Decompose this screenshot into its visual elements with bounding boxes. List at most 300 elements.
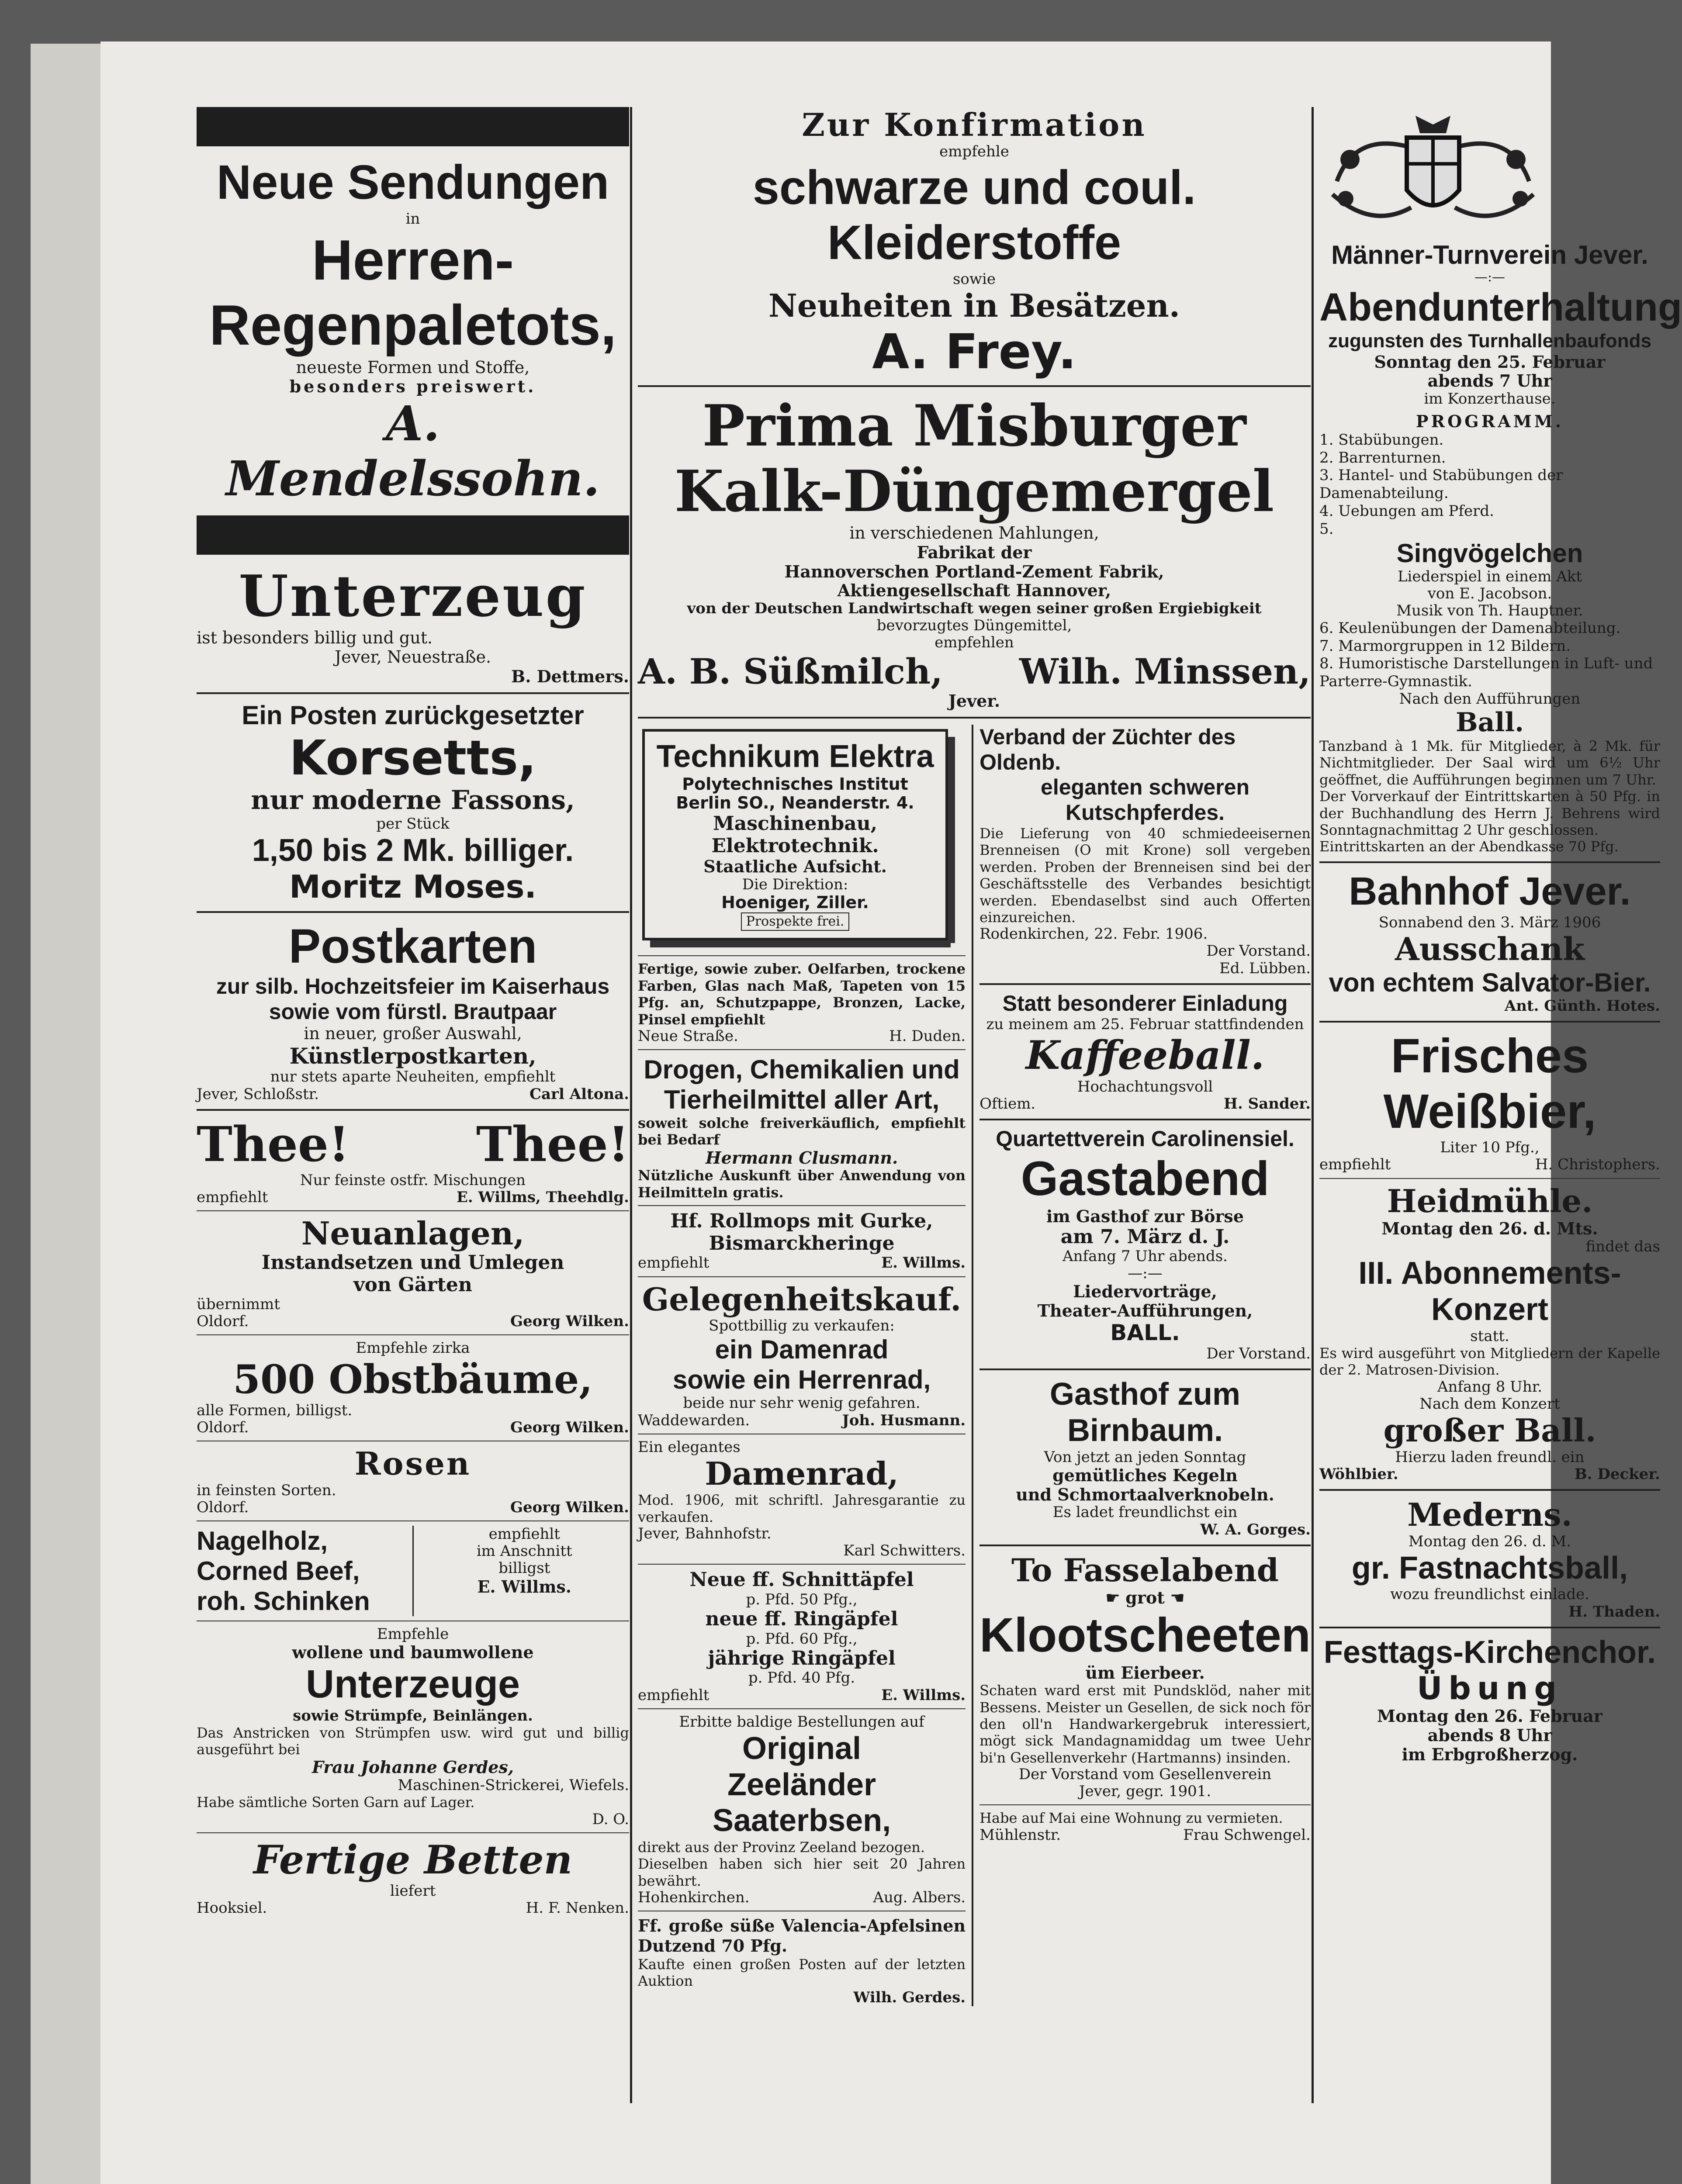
ad-text: Nur feinste ostfr. Mischungen bbox=[300, 1171, 526, 1189]
column-3 bbox=[1319, 107, 1682, 1764]
ad-headline: Neuheiten in Besätzen. bbox=[768, 287, 1180, 324]
ad-text: statt. bbox=[1470, 1327, 1509, 1345]
ad-neuanlagen bbox=[197, 1216, 629, 1330]
ad-konfirmation bbox=[638, 107, 1311, 379]
divider bbox=[979, 983, 1311, 985]
divider bbox=[638, 1276, 966, 1277]
ad-korsetts bbox=[197, 700, 629, 905]
ad-klootscheeten bbox=[979, 1552, 1311, 1800]
ad-text: Berlin SO., Neanderstr. 4. bbox=[676, 793, 914, 813]
ad-headline: schwarze und coul. Kleiderstoffe bbox=[752, 160, 1196, 270]
ad-firm: Wilh. Gerdes. bbox=[853, 1989, 966, 2007]
column-2-right bbox=[973, 725, 1311, 2006]
ad-headline: Technikum Elektra bbox=[656, 739, 934, 774]
program-heading: PROGRAMM. bbox=[1416, 411, 1564, 432]
ad-paragraph: Kaufte einen großen Posten auf der letzten Auktion bbox=[638, 1956, 966, 1989]
ad-paragraph: Der Vorverkauf der Eintrittskarten à 50 Pfg. in der Buchhandlung des Herrn J. Behrens wird Sonntagnachmittag 2 Uhr geschlossen. bbox=[1319, 788, 1660, 839]
ad-text: Anfang 8 Uhr. bbox=[1437, 1378, 1543, 1396]
ad-drogen bbox=[638, 1054, 966, 1201]
ad-headline: Original bbox=[742, 1731, 862, 1766]
ad-place: Oldorf. bbox=[197, 1499, 249, 1517]
ad-text: per Stück bbox=[376, 815, 450, 833]
ad-unterzeuge bbox=[197, 1626, 629, 1828]
ad-text: Spottbillig zu verkaufen: bbox=[709, 1317, 895, 1335]
ad-text: Polytechnisches Institut bbox=[682, 774, 908, 794]
ad-text: Sonntag den 25. Februar bbox=[1374, 352, 1606, 372]
ad-text: üm Eierbeer. bbox=[1085, 1662, 1205, 1683]
ad-firm: W. A. Gorges. bbox=[1200, 1521, 1311, 1538]
ad-headline: Ball. bbox=[1455, 707, 1524, 738]
hand-pointer-icons bbox=[979, 1588, 1311, 1608]
ad-text: Maschinen-Strickerei, Wiefels. bbox=[398, 1776, 629, 1794]
ad-regenpaletots bbox=[197, 155, 629, 507]
ad-firm: Karl Schwitters. bbox=[843, 1542, 966, 1560]
ad-quartettverein bbox=[979, 1127, 1311, 1362]
ad-text: von Gärten bbox=[353, 1273, 472, 1296]
ad-text: im Anschnitt bbox=[476, 1542, 572, 1560]
ad-place: Jever. bbox=[948, 691, 1000, 711]
ad-text: liefert bbox=[390, 1882, 436, 1900]
ad-headline: Quartettverein Carolinensiel. bbox=[996, 1126, 1294, 1151]
program-item: 7. Marmorgruppen in 12 Bildern. bbox=[1319, 637, 1571, 655]
ad-wohnung bbox=[979, 1810, 1311, 1843]
divider bbox=[638, 1205, 966, 1206]
ad-verband bbox=[979, 725, 1311, 977]
divider bbox=[1319, 861, 1660, 863]
ad-place: Oftiem. bbox=[979, 1095, 1036, 1113]
ad-text: Corned Beef, bbox=[197, 1556, 360, 1586]
ad-firm: Georg Wilken. bbox=[510, 1313, 629, 1330]
ad-headline: großer Ball. bbox=[1383, 1411, 1596, 1449]
ad-headline: Heidmühle. bbox=[1387, 1182, 1593, 1220]
ad-text: Hierzu laden freundl. ein bbox=[1395, 1448, 1585, 1466]
divider bbox=[197, 1334, 629, 1335]
divider bbox=[638, 717, 1311, 719]
program-item: 3. Hantel- und Stabübungen der Damenabteilung. bbox=[1319, 467, 1563, 502]
ad-headline: eleganten schweren Kutschpferdes. bbox=[1041, 775, 1250, 825]
ad-text: BALL. bbox=[1110, 1320, 1180, 1345]
ad-paragraph: Nützliche Auskunft über Anwendung von Heilmitteln gratis. bbox=[638, 1167, 966, 1201]
ad-text: Der Vorstand. bbox=[1206, 1345, 1311, 1363]
ad-firm: A. B. Süßmilch, bbox=[638, 651, 943, 692]
ad-text: Rodenkirchen, 22. Febr. 1906. bbox=[979, 925, 1208, 943]
ad-text: Jever, Bahnhofstr. bbox=[638, 1525, 772, 1543]
ad-headline: Rosen bbox=[354, 1445, 471, 1482]
ad-rollmops bbox=[638, 1210, 966, 1272]
ad-firm: H. Sander. bbox=[1223, 1095, 1311, 1113]
divider bbox=[638, 1049, 966, 1050]
ad-text: roh. Schinken bbox=[197, 1586, 370, 1616]
divider bbox=[197, 692, 629, 694]
ad-text: ein Damenrad bbox=[715, 1335, 889, 1365]
divider bbox=[197, 1832, 629, 1833]
ad-text: von E. Jacobson. bbox=[1427, 584, 1552, 602]
ad-text: sowie vom fürstl. Brautpaar bbox=[269, 999, 557, 1024]
ad-headline: Gastabend bbox=[1021, 1152, 1270, 1206]
ad-paragraph: soweit solche freiverkäuflich, empfiehlt bei Bedarf bbox=[638, 1114, 966, 1148]
ad-firm: E. Willms, Theehdlg. bbox=[456, 1189, 629, 1206]
ad-text: Staatliche Aufsicht. bbox=[703, 857, 887, 877]
ad-thee bbox=[197, 1117, 629, 1206]
ad-headline: Abendunterhaltung bbox=[1319, 285, 1682, 329]
ad-paragraph: direkt aus der Provinz Zeeland bezogen. bbox=[638, 1839, 925, 1856]
ad-headline: Singvögelchen bbox=[1396, 538, 1583, 568]
ad-firm: H. Thaden. bbox=[1568, 1603, 1660, 1621]
ad-obstbaeume bbox=[197, 1340, 629, 1436]
ad-text: in neuer, großer Auswahl, bbox=[304, 1024, 522, 1044]
ad-headline: Damenrad, bbox=[705, 1455, 899, 1492]
ad-firm: A. Frey. bbox=[872, 323, 1076, 380]
divider bbox=[638, 955, 966, 956]
ad-text: —:— bbox=[1128, 1265, 1163, 1282]
ad-text: Nach dem Konzert bbox=[1419, 1395, 1560, 1413]
ad-text: D. O. bbox=[592, 1810, 629, 1828]
ad-text: Von jetzt an jeden Sonntag bbox=[1044, 1448, 1246, 1466]
ad-text: sowie ein Herrenrad, bbox=[672, 1365, 931, 1395]
ad-birnbaum bbox=[979, 1376, 1311, 1538]
ad-text: Der Vorstand vom Gesellenverein bbox=[1018, 1766, 1272, 1783]
ad-text: im Erbgroßherzog. bbox=[1402, 1744, 1578, 1764]
ad-text: nur stets aparte Neuheiten, empfiehlt bbox=[270, 1068, 556, 1086]
ad-headline: Thee! bbox=[197, 1116, 350, 1172]
ad-text: Neue ff. Schnittäpfel bbox=[689, 1569, 914, 1591]
ad-paragraph: Tanzband à 1 Mk. für Mitglieder, à 2 Mk. für Nichtmitglieder. Der Saal wird um 6½ Uhr geöffnet, die Aufführungen beginnen um 7 Uhr. bbox=[1319, 738, 1660, 788]
ad-place: Hooksiel. bbox=[197, 1899, 267, 1917]
ad-text: Künstlerpostkarten, bbox=[289, 1043, 536, 1069]
ad-text: grot bbox=[1125, 1588, 1165, 1608]
ad-text: Bismarckheringe bbox=[709, 1232, 895, 1254]
ad-text: Maschinenbau, bbox=[713, 812, 878, 835]
divider bbox=[979, 1368, 1311, 1370]
ad-text: ist besonders billig und gut. bbox=[197, 628, 433, 648]
ad-text: Der Vorstand. bbox=[1206, 942, 1311, 960]
ad-bahnhof bbox=[1319, 869, 1660, 1015]
ad-firm: H. Christophers. bbox=[1535, 1156, 1660, 1174]
ad-headline: To Fasselabend bbox=[1011, 1551, 1279, 1589]
column-1 bbox=[197, 107, 629, 1917]
ad-firm: B. Decker. bbox=[1574, 1465, 1660, 1483]
ad-text: empfiehlt bbox=[1319, 1156, 1391, 1174]
ad-betten bbox=[197, 1838, 629, 1917]
black-bar bbox=[197, 107, 629, 146]
ad-firm: Carl Altona. bbox=[529, 1085, 629, 1103]
ad-headline: Unterzeug bbox=[239, 562, 587, 629]
ad-headline: Männer-Turnverein Jever. bbox=[1331, 240, 1648, 270]
ad-text: Hannoverschen Portland-Zement Fabrik, bbox=[784, 561, 1164, 581]
ad-weissbier bbox=[1319, 1029, 1660, 1173]
ad-place: Oldorf. bbox=[197, 1419, 249, 1437]
ad-firm: Ant. Günth. Hotes. bbox=[1504, 997, 1660, 1015]
ad-text: Ein Posten zurückgesetzter bbox=[242, 700, 584, 730]
ad-paragraph: Eintrittskarten an der Abendkasse 70 Pfg. bbox=[1319, 838, 1619, 855]
ad-firm: H. Duden. bbox=[889, 1027, 966, 1045]
ad-firm: E. Willms. bbox=[881, 1686, 966, 1704]
ad-unterzeug bbox=[197, 563, 629, 686]
ad-text: p. Pfd. 60 Pfg., bbox=[746, 1630, 858, 1648]
ad-text: —:— bbox=[1474, 270, 1505, 285]
ad-firm: Hoeniger, Ziller. bbox=[721, 893, 869, 912]
divider bbox=[197, 1210, 629, 1211]
black-bar bbox=[197, 515, 629, 555]
ad-text: beide nur sehr wenig gefahren. bbox=[683, 1394, 921, 1412]
divider bbox=[638, 1708, 966, 1709]
divider bbox=[638, 385, 1311, 387]
ad-text: p. Pfd. 40 Pfg. bbox=[748, 1669, 855, 1687]
ad-text: jährige Ringäpfel bbox=[708, 1647, 896, 1669]
ad-text: Sonnabend den 3. März 1906 bbox=[1378, 914, 1601, 932]
ad-text: Es ladet freundlichst ein bbox=[1052, 1503, 1238, 1521]
divider bbox=[1319, 1489, 1660, 1491]
ad-firm: H. F. Nenken. bbox=[526, 1899, 629, 1917]
ad-headline: Korsetts, bbox=[289, 729, 536, 786]
ad-headline: Fertige Betten bbox=[253, 1836, 573, 1883]
ad-headline: Drogen, Chemikalien und bbox=[644, 1054, 960, 1084]
ad-text: Hochachtungsvoll bbox=[1077, 1078, 1213, 1095]
program-item: 1. Stabübungen. bbox=[1319, 431, 1444, 449]
ad-text: am 7. März d. J. bbox=[1060, 1225, 1230, 1248]
ad-text: in bbox=[405, 210, 420, 228]
ad-headline: Neue Sendungen bbox=[216, 156, 609, 209]
ad-text: in feinsten Sorten. bbox=[197, 1482, 336, 1500]
ad-headline: Gelegenheitskauf. bbox=[642, 1280, 962, 1318]
ad-saaterbsen bbox=[638, 1714, 966, 1907]
ad-paragraph: Schaten ward erst mit Pundsklöd, naher mit Bessens. Meister un Gesellen, de sick noch för den oll'n Handwarkergebruk interessiert, mögt sick Mandagnamiddag um twee Uehr bi'n Gesellenverkehr (Hartmanns) insinden. bbox=[979, 1682, 1311, 1766]
ad-text: empfiehlt bbox=[638, 1686, 709, 1704]
ad-text: sowie bbox=[952, 270, 996, 288]
ad-text: Ein elegantes bbox=[638, 1438, 741, 1456]
ad-headline: III. Abonnements-Konzert bbox=[1358, 1256, 1621, 1327]
ad-text: alle Formen, billigst. bbox=[197, 1402, 353, 1420]
ad-text: Montag den 26. d. Mts. bbox=[1381, 1219, 1598, 1239]
crest-icon bbox=[1319, 107, 1547, 238]
ad-headline: Kaffeeball. bbox=[1025, 1032, 1265, 1079]
ad-headline: Festtags-Kirchenchor. bbox=[1323, 1635, 1656, 1670]
ad-firm: Moritz Moses. bbox=[289, 868, 536, 905]
ad-paragraph: Dieselben haben sich hier seit 20 Jahren bewährt. bbox=[638, 1856, 966, 1889]
ad-place: Hohenkirchen. bbox=[638, 1889, 750, 1907]
ad-text: wollene und baumwollene bbox=[292, 1642, 534, 1662]
ad-text: im Konzerthause. bbox=[1424, 390, 1556, 408]
ad-text: Ed. Lübben. bbox=[1219, 959, 1311, 977]
ad-text: zu meinem am 25. Februar stattfindenden bbox=[986, 1016, 1304, 1033]
ad-headline: Prima Misburger bbox=[702, 392, 1246, 460]
ad-headline: Neuanlagen, bbox=[301, 1215, 525, 1252]
ad-text: Nagelholz, bbox=[197, 1526, 328, 1556]
ad-paragraph: Fertige, sowie zuber. Oelfarben, trockene Farben, Glas nach Maß, Tapeten von 15 Pfg. an, Schutzpappe, Bronzen, Lacke, Pinsel empfiehlt bbox=[638, 961, 966, 1028]
ad-paragraph: Habe sämtliche Sorten Garn auf Lager. bbox=[197, 1794, 475, 1811]
ad-text: Anfang 7 Uhr abends. bbox=[1062, 1248, 1228, 1265]
ad-text: p. Pfd. 50 Pfg., bbox=[746, 1591, 858, 1609]
ad-damenrad bbox=[638, 1439, 966, 1560]
ad-text: Liedervorträge, bbox=[1073, 1282, 1217, 1302]
ad-place: Jever, Schloßstr. bbox=[197, 1085, 319, 1103]
ad-headline: gr. Fastnachtsball, bbox=[1351, 1550, 1628, 1586]
ad-firm: Frau Johanne Gerdes, bbox=[311, 1757, 514, 1777]
ad-text: von echtem Salvator-Bier. bbox=[1329, 968, 1651, 998]
ad-firm: Joh. Husmann. bbox=[842, 1411, 966, 1429]
ad-place: Waddewarden. bbox=[638, 1411, 750, 1429]
ad-text: Instandsetzen und Umlegen bbox=[261, 1251, 564, 1274]
ad-firm: A. Mendelssohn. bbox=[226, 395, 600, 507]
ad-text: Elektrotechnik. bbox=[711, 834, 879, 857]
ad-firm: Hermann Clusmann. bbox=[705, 1147, 898, 1168]
ad-technikum-elektra bbox=[642, 729, 948, 940]
ad-text: bevorzugtes Düngemittel, bbox=[876, 617, 1072, 635]
ad-text: empfiehlt bbox=[197, 1189, 268, 1206]
ad-headline: Zeeländer Saaterbsen, bbox=[712, 1767, 891, 1838]
ad-text: billigst bbox=[498, 1559, 550, 1577]
divider bbox=[979, 1119, 1311, 1120]
ad-text: Liter 10 Pfg., bbox=[1440, 1139, 1540, 1157]
newspaper-page bbox=[100, 41, 1682, 2184]
ad-place: Neue Straße. bbox=[638, 1027, 738, 1045]
ad-kaffeeball bbox=[979, 991, 1311, 1113]
ad-text: Erbitte baldige Bestellungen auf bbox=[679, 1713, 924, 1731]
ad-text: Prospekte frei. bbox=[741, 912, 850, 931]
ad-paragraph: Mod. 1906, mit schriftl. Jahresgarantie zu verkaufen. bbox=[638, 1492, 966, 1525]
ad-headline: Unterzeuge bbox=[305, 1662, 520, 1706]
ad-postkarten bbox=[197, 919, 629, 1103]
ad-text: Hf. Rollmops mit Gurke, bbox=[670, 1210, 933, 1233]
ad-firm: B. Dettmers. bbox=[511, 666, 629, 686]
ad-firm: E. Willms. bbox=[477, 1576, 572, 1597]
ad-text: zur silb. Hochzeitsfeier im Kaiserhaus bbox=[216, 974, 610, 999]
ad-place: Wöhlbier. bbox=[1319, 1465, 1398, 1483]
ad-gelegenheitskauf bbox=[638, 1282, 966, 1429]
column-2-left bbox=[638, 725, 973, 2006]
ad-text: Jever, Neuestraße. bbox=[334, 647, 491, 667]
ad-paragraph: Die Lieferung von 40 schmiedeeisernen Brenneisen (O mit Krone) soll vergeben werden. Proben der Brenneisen sind bei der Geschäftsstelle des Verbandes besichtigt werden. Ebendaselbst sind auch Offerten einzureichen. bbox=[979, 825, 1311, 926]
program-item: 6. Keulenübungen der Damenabteilung. bbox=[1319, 619, 1621, 637]
ad-paragraph: Habe auf Mai eine Wohnung zu vermieten. bbox=[979, 1810, 1283, 1827]
divider bbox=[1319, 1627, 1660, 1628]
ad-headline: Regenpaletots, bbox=[209, 293, 616, 357]
ad-text: Liederspiel in einem Akt bbox=[1397, 567, 1582, 585]
ad-text: Jever, gegr. 1901. bbox=[1079, 1783, 1211, 1800]
ad-text: nur moderne Fassons, bbox=[251, 785, 575, 816]
ad-headline: Bahnhof Jever. bbox=[1349, 869, 1631, 913]
ad-place: Oldorf. bbox=[197, 1313, 249, 1330]
ad-headline: Thee! bbox=[476, 1116, 629, 1172]
divider bbox=[197, 911, 629, 913]
ad-firm: Frau Schwengel. bbox=[1183, 1826, 1311, 1844]
ad-text: und Schmortaalverknobeln. bbox=[1016, 1484, 1274, 1504]
hand-right-icon: ☛ bbox=[1105, 1588, 1121, 1608]
column-rule-1 bbox=[630, 107, 632, 2103]
divider bbox=[979, 1804, 1311, 1805]
ad-text: von der Deutschen Landwirtschaft wegen seiner großen Ergiebigkeit bbox=[687, 600, 1262, 618]
ad-text: gemütliches Kegeln bbox=[1052, 1465, 1238, 1486]
ad-kirchenchor bbox=[1319, 1635, 1660, 1764]
program-item: 8. Humoristische Darstellungen in Luft- und Parterre-Gymnastik. bbox=[1319, 655, 1653, 691]
ad-headline: Ausschank bbox=[1395, 930, 1585, 968]
ad-text: Die Direktion: bbox=[742, 876, 848, 894]
ad-text: Musik von Th. Hauptner. bbox=[1396, 601, 1583, 619]
ad-firm: Aug. Albers. bbox=[873, 1889, 966, 1907]
ad-nagelholz bbox=[197, 1526, 629, 1616]
ad-headline: Verband der Züchter des Oldenb. bbox=[979, 725, 1236, 774]
ad-text: zugunsten des Turnhallenbaufonds bbox=[1328, 330, 1651, 352]
ad-headline: 500 Obstbäume, bbox=[233, 1356, 593, 1403]
program-item: 2. Barrenturnen. bbox=[1319, 449, 1446, 467]
column-2 bbox=[638, 107, 1311, 2006]
ad-text: empfehle bbox=[939, 142, 1009, 160]
hand-left-icon: ☚ bbox=[1170, 1588, 1185, 1608]
ad-text: Nach den Aufführungen bbox=[1399, 690, 1581, 708]
ad-text: Empfehle bbox=[377, 1625, 449, 1643]
ad-paragraph: Es wird ausgeführt von Mitgliedern der Kapelle der 2. Matrosen-Division. bbox=[1319, 1344, 1660, 1379]
ad-mederns bbox=[1319, 1497, 1660, 1621]
ad-turnverein bbox=[1319, 240, 1682, 855]
divider bbox=[1319, 1178, 1660, 1179]
ad-text: findet das bbox=[1585, 1237, 1660, 1255]
ad-text: neue ff. Ringäpfel bbox=[705, 1608, 898, 1631]
ad-firm: Wilh. Minssen, bbox=[1019, 651, 1311, 692]
ad-headline: Tierheilmittel aller Art, bbox=[664, 1085, 940, 1114]
ad-text: Aktiengesellschaft Hannover, bbox=[837, 581, 1111, 601]
ad-headline: Postkarten bbox=[288, 919, 537, 973]
ad-headline: Übung bbox=[1416, 1670, 1563, 1707]
ad-headline: Kalk-Düngemergel bbox=[674, 457, 1274, 525]
ad-heidmuehle bbox=[1319, 1183, 1660, 1483]
divider bbox=[638, 1564, 966, 1565]
ad-headline: Mederns. bbox=[1407, 1496, 1572, 1533]
ad-text: abends 8 Uhr bbox=[1427, 1725, 1552, 1745]
ad-apfelsinen bbox=[638, 1916, 966, 2006]
ad-firm: E. Willms. bbox=[881, 1254, 966, 1272]
column-rule-2 bbox=[1312, 107, 1314, 2103]
ad-duengemergel bbox=[638, 393, 1311, 711]
ad-text: 1,50 bis 2 Mk. billiger. bbox=[252, 833, 574, 868]
ad-headline: Zur Konfirmation bbox=[802, 106, 1147, 143]
ad-text: übernimmt bbox=[197, 1296, 280, 1313]
divider bbox=[197, 1109, 629, 1111]
program-item: 4. Uebungen am Pferd. bbox=[1319, 502, 1494, 520]
ad-place: Mühlenstr. bbox=[979, 1826, 1061, 1844]
ad-text: besonders preiswert. bbox=[289, 377, 536, 397]
ad-text: empfiehlt bbox=[638, 1254, 709, 1272]
ad-text: in verschiedenen Mahlungen, bbox=[849, 523, 1099, 543]
ad-paragraph: Ff. große süße Valencia-Apfelsinen Dutzend 70 Pfg. bbox=[638, 1916, 966, 1956]
ad-text: Montag den 26. d. M. bbox=[1408, 1532, 1571, 1550]
ad-paragraph: Das Anstricken von Strümpfen usw. wird gut und billig ausgeführt bei bbox=[197, 1724, 629, 1758]
ad-firm: Georg Wilken. bbox=[510, 1419, 629, 1437]
ad-text: empfiehlt bbox=[488, 1525, 560, 1543]
ad-headline: Statt besonderer Einladung bbox=[1002, 991, 1288, 1016]
ad-text: wozu freundlichst einlade. bbox=[1390, 1586, 1590, 1603]
ad-headline: Klootscheeten bbox=[979, 1608, 1311, 1662]
ad-farben bbox=[638, 961, 966, 1045]
ad-text: empfehlen bbox=[934, 634, 1014, 652]
ad-text: Theater-Aufführungen, bbox=[1037, 1301, 1253, 1321]
program-item: 5. bbox=[1319, 520, 1334, 538]
ad-text: sowie Strümpfe, Beinlängen. bbox=[293, 1707, 533, 1724]
ad-text: abends 7 Uhr bbox=[1427, 371, 1552, 391]
ad-rosen bbox=[197, 1446, 629, 1516]
ad-headline: Herren- bbox=[311, 228, 514, 292]
divider bbox=[1319, 1021, 1660, 1023]
ad-text: im Gasthof zur Börse bbox=[1046, 1206, 1244, 1226]
ad-headline: Frisches Weißbier, bbox=[1383, 1029, 1596, 1138]
ad-text: Montag den 26. Februar bbox=[1377, 1706, 1602, 1726]
ad-aepfel bbox=[638, 1569, 966, 1704]
divider bbox=[979, 1545, 1311, 1546]
ad-text: neueste Formen und Stoffe, bbox=[296, 357, 530, 377]
ad-headline: Gasthof zum Birnbaum. bbox=[1050, 1377, 1241, 1448]
ad-text: Empfehle zirka bbox=[356, 1339, 470, 1357]
ad-firm: Georg Wilken. bbox=[510, 1499, 629, 1517]
ad-text: Fabrikat der bbox=[917, 542, 1032, 562]
